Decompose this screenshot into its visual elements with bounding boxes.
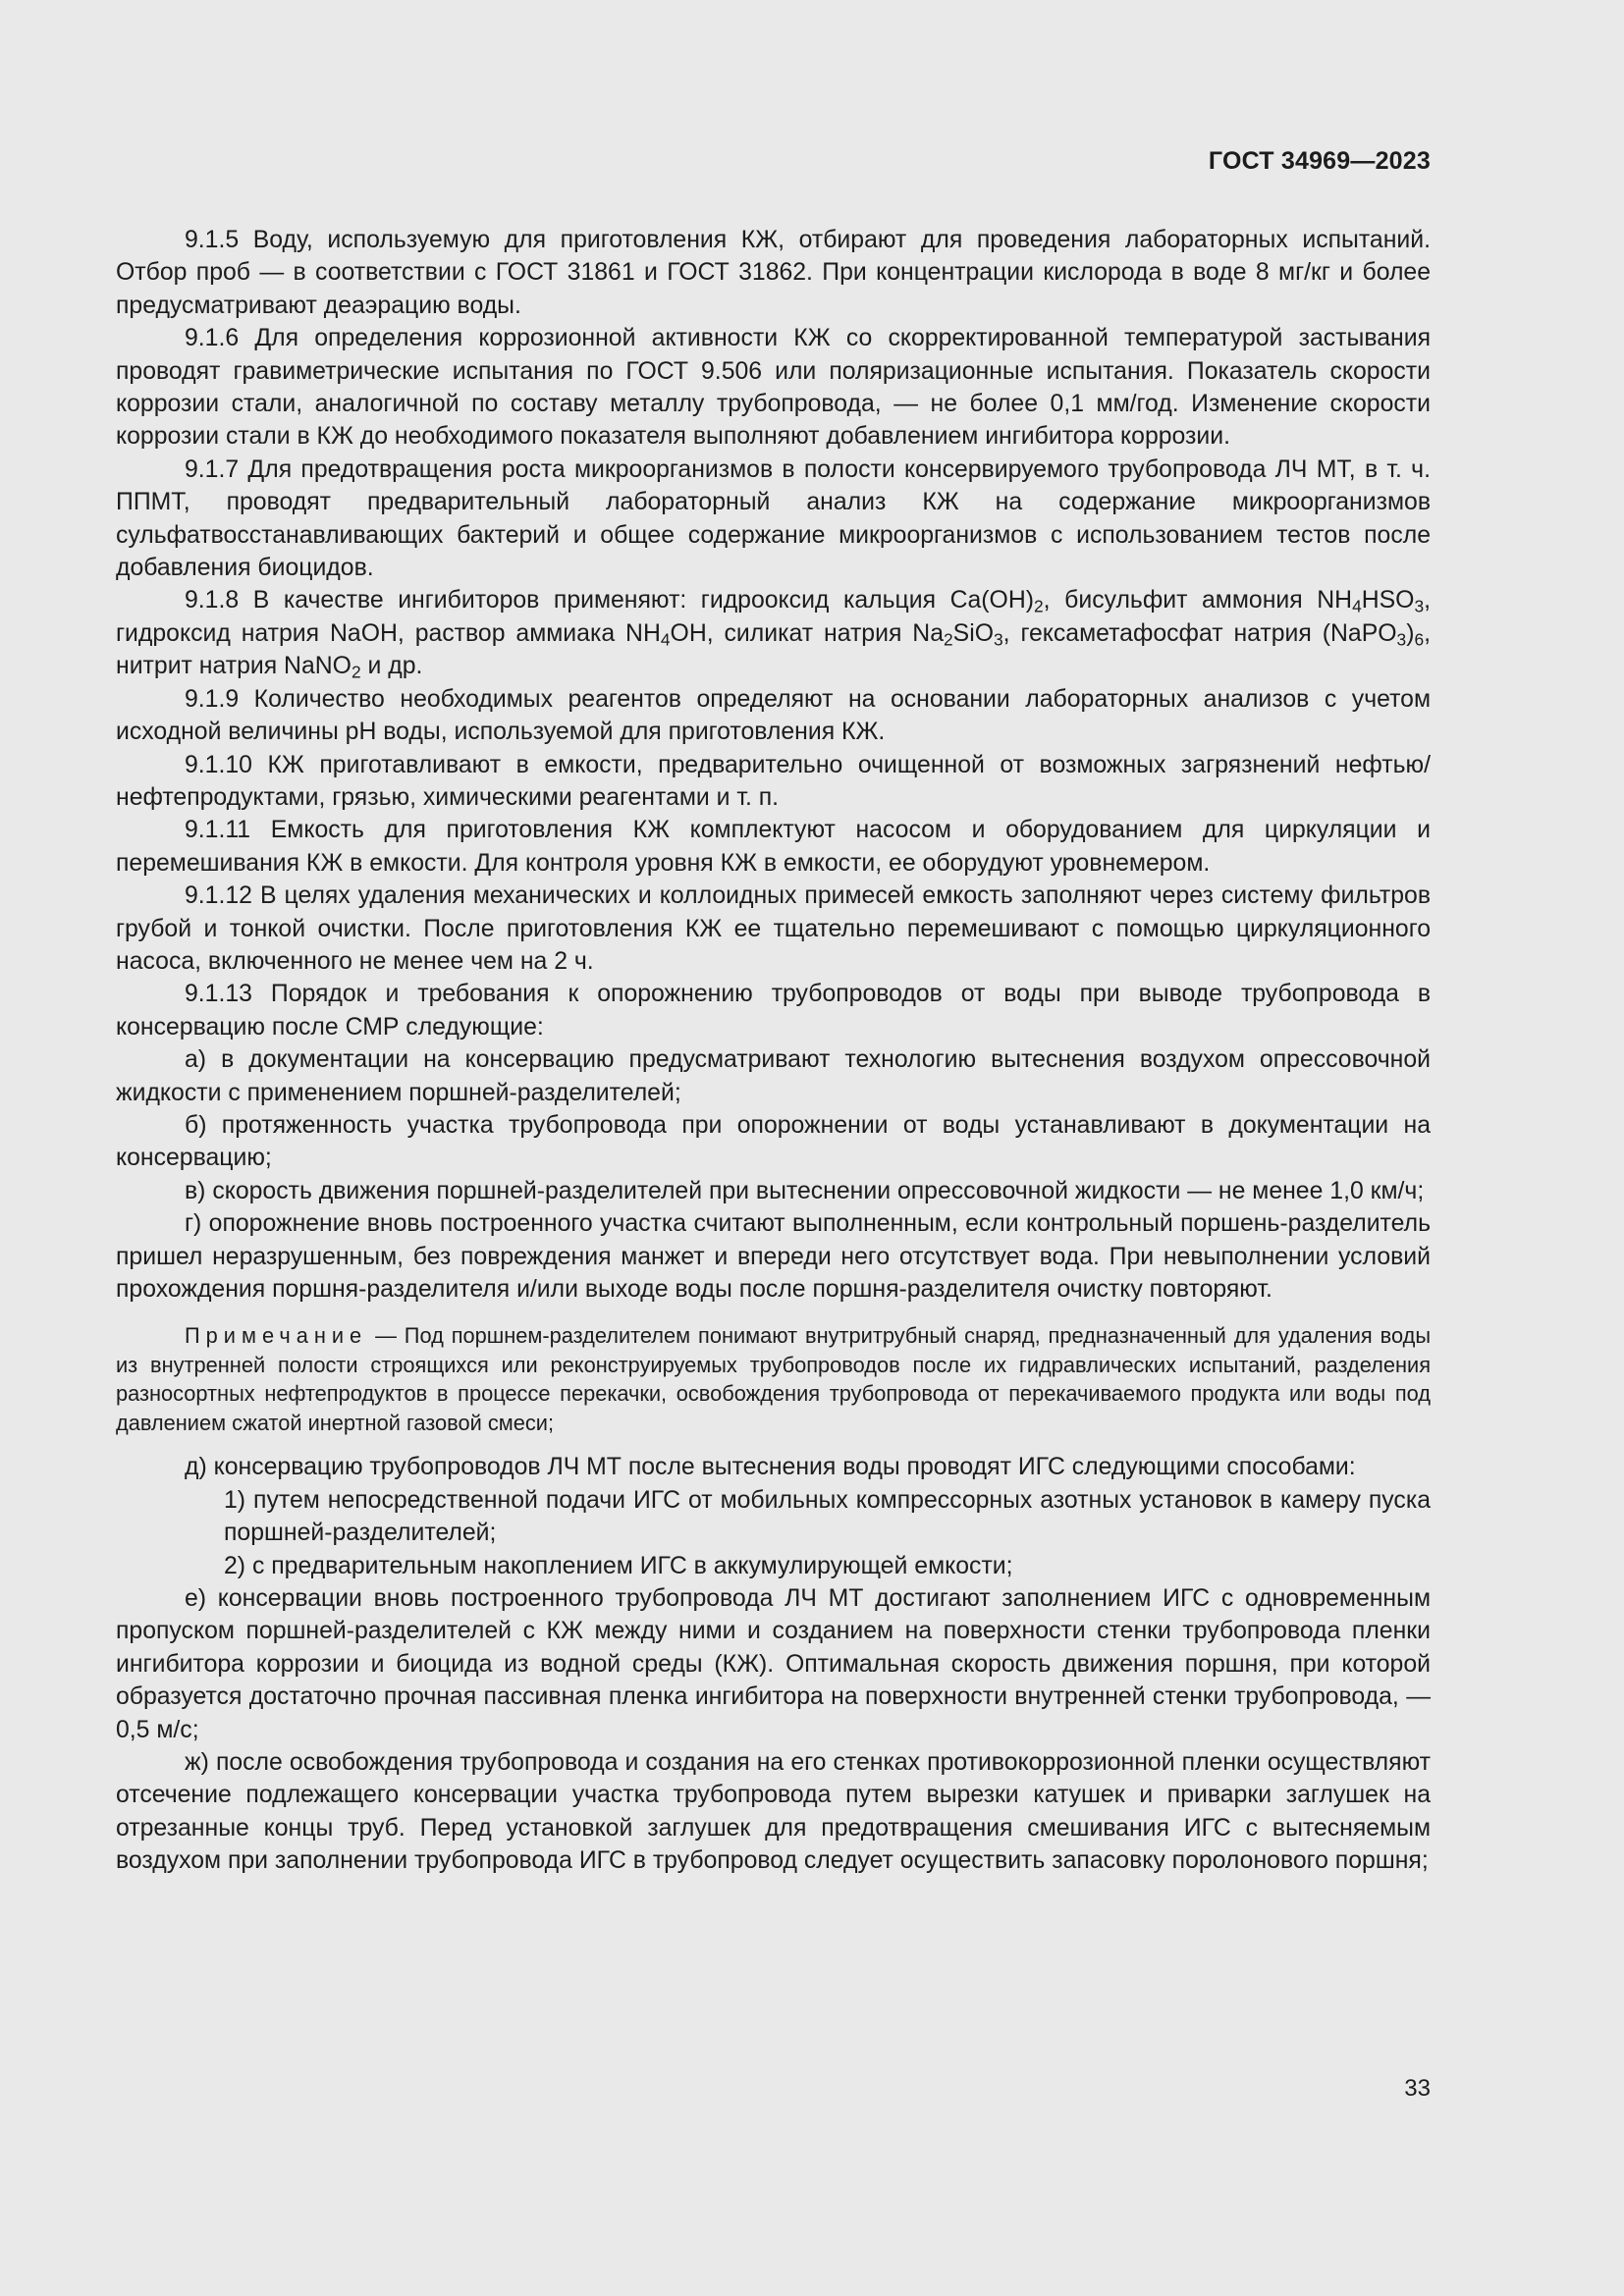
- list-item-zh: ж) после освобождения трубопровода и создания на его стенках противокоррозионной пленки осуществляют отсечение подлежащего консервации участка трубопровода путем вырезки катушек и приварки заглушек на отрезанные концы труб. Перед установкой заглушек для предотвращения смешивания ИГС с вытесняемым воздухом при заполнении трубопровода ИГС в трубопровод следует осуществить запасовку поролонового поршня;: [116, 1749, 1431, 1875]
- document-header: ГОСТ 34969—2023: [1208, 147, 1431, 175]
- note-label: Примечание: [185, 1323, 368, 1349]
- text-run: ): [1406, 619, 1415, 647]
- paragraph-9-1-11: 9.1.11 Емкость для приготовления КЖ комплектуют насосом и оборудованием для циркуляции и перемешивания КЖ в емкости. Для контроля уровня КЖ в емкости, ее оборудуют уровнемером.: [116, 817, 1431, 877]
- text-run: , гексаметафосфат натрия (NaPO: [1002, 619, 1397, 647]
- paragraph-9-1-6: 9.1.6 Для определения коррозионной активности КЖ со скорректированной температурой застывания проводят гравиметрические испытания по ГОСТ 9.506 или поляризационные испытания. Показатель скорости коррозии стали, аналогичной по составу металлу трубопровода, — не более 0,1 мм/год. Изменение скорости коррозии стали в КЖ до необходимого показателя выполняют добавлением ингибитора коррозии.: [116, 325, 1431, 451]
- subscript: 3: [1414, 596, 1425, 616]
- text-run: HSO: [1361, 587, 1415, 614]
- paragraph-9-1-10: 9.1.10 КЖ приготавливают в емкости, предварительно очищенной от возможных загрязнений нефтью/нефтепродуктами, грязью, химическими реагентами и т. п.: [116, 751, 1431, 811]
- paragraph-9-1-9: 9.1.9 Количество необходимых реагентов определяют на основании лабораторных анализов с учетом исходной величины pH воды, используемой для приготовления КЖ.: [116, 685, 1431, 746]
- note-text: — Под поршнем-разделителем понимают внутритрубный снаряд, предназначенный для удаления воды из внутренней полости строящихся или реконструируемых трубопроводов после их гидравлических испытаний, разделения разносортных нефтепродуктов в процессе перекачки, освобождения трубопровода от перекачиваемого продукта или воды под давлением сжатой инертной газовой смеси;: [116, 1323, 1431, 1435]
- list-item-e: е) консервации вновь построенного трубопровода ЛЧ МТ достигают заполнением ИГС с одновременным пропуском поршней-разделителей с КЖ между ними и созданием на поверхности стенки трубопровода пленки ингибитора коррозии и биоцида из водной среды (КЖ). Оптимальная скорость движения поршня, при которой образуется достаточно прочная пассивная пленка ингибитора на поверхности внутренней стенки трубопровода, — 0,5 м/с;: [116, 1585, 1431, 1743]
- text-run: , нитрит натрия NaNO: [116, 619, 1432, 680]
- subscript: 2: [944, 629, 953, 650]
- list-item-b: б) протяженность участка трубопровода при опорожнении от воды устанавливают в документации на консервацию;: [116, 1111, 1431, 1172]
- subscript: 3: [994, 629, 1003, 650]
- text-run: 9.1.8 В качестве ингибиторов применяют: гидрооксид кальция Ca(OH): [185, 587, 1035, 614]
- paragraph-9-1-12: 9.1.12 В целях удаления механических и коллоидных примесей емкость заполняют через систему фильтров грубой и тонкой очистки. После приготовления КЖ ее тщательно перемешивают с помощью циркуляционного насоса, включенного не менее чем на 2 ч.: [116, 882, 1431, 975]
- subscript: 6: [1414, 629, 1425, 650]
- page-number: 33: [1404, 2075, 1431, 2102]
- list-item-g: г) опорожнение вновь построенного участка считают выполненным, если контрольный поршень-разделитель пришел неразрушенным, без повреждения манжет и впереди него отсутствует вода. При невыполнении условий прохождения поршня-разделителя и/или выходе воды после поршня-разделителя очистку повторяют.: [116, 1210, 1431, 1303]
- note-block: [116, 1321, 1431, 1437]
- subscript: 2: [1034, 596, 1044, 616]
- text-run: OH, силикат натрия Na: [670, 619, 944, 647]
- list-item-d: д) консервацию трубопроводов ЛЧ МТ после вытеснения воды проводят ИГС следующими способами:: [185, 1454, 1356, 1481]
- paragraph-9-1-7: 9.1.7 Для предотвращения роста микроорганизмов в полости консервируемого трубопровода ЛЧ МТ, в т. ч. ППМТ, проводят предварительный лабораторный анализ КЖ на содержание микроорганизмов сульфатвосстанавливающих бактерий и общее содержание микроорганизмов с использованием тестов после добавления биоцидов.: [116, 455, 1431, 582]
- paragraph-9-1-8: [116, 584, 1431, 682]
- subscript: 4: [1352, 596, 1362, 616]
- text-run: SiO: [952, 619, 994, 647]
- text-run: , гидроксид натрия NaOH, раствор аммиака NH: [116, 587, 1432, 647]
- text-run: , бисульфит аммония NH: [1043, 587, 1353, 614]
- list-item-a: а) в документации на консервацию предусматривают технологию вытеснения воздухом опрессовочной жидкости с применением поршней-разделителей;: [116, 1046, 1431, 1106]
- subscript: 3: [1396, 629, 1407, 650]
- sublist-item-1: 1) путем непосредственной подачи ИГС от мобильных компрессорных азотных установок в камеру пуска поршней-разделителей;: [224, 1486, 1431, 1547]
- sublist-item-2: 2) с предварительным накоплением ИГС в аккумулирующей емкости;: [224, 1552, 1013, 1579]
- list-item-v: в) скорость движения поршней-разделителей при вытеснении опрессовочной жидкости — не менее 1,0 км/ч;: [185, 1177, 1425, 1204]
- paragraph-9-1-13: 9.1.13 Порядок и требования к опорожнению трубопроводов от воды при выводе трубопровода в консервацию после СМР следующие:: [116, 981, 1431, 1041]
- subscript: 2: [351, 662, 361, 682]
- text-run: и др.: [360, 653, 423, 680]
- paragraph-9-1-5: 9.1.5 Воду, используемую для приготовления КЖ, отбирают для проведения лабораторных испытаний. Отбор проб — в соответствии с ГОСТ 31861 и ГОСТ 31862. При концентрации кислорода в воде 8 мг/кг и более предусматривают деаэрацию воды.: [116, 227, 1431, 319]
- subscript: 4: [660, 629, 671, 650]
- document-body: [116, 224, 1431, 1878]
